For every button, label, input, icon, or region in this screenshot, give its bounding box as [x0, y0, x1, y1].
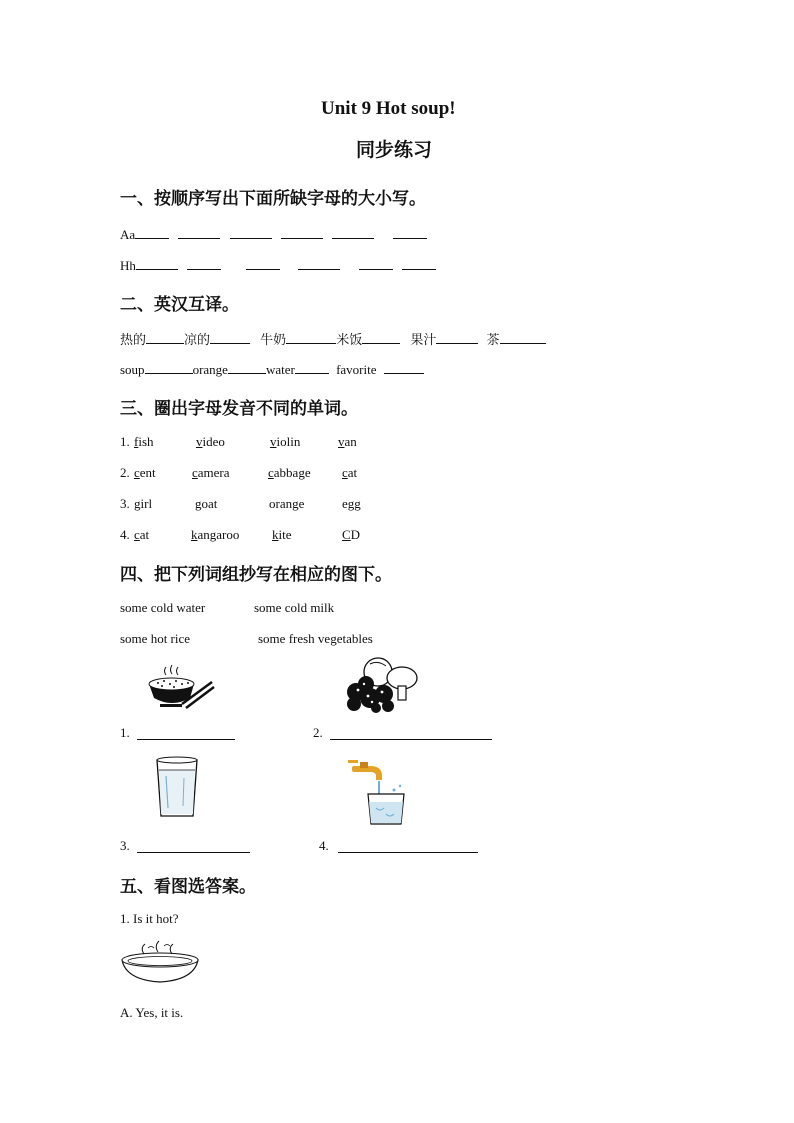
blank[interactable] — [286, 331, 336, 344]
answer-line-4[interactable] — [338, 851, 478, 853]
blank[interactable] — [246, 257, 280, 270]
letters-row-2 — [120, 257, 436, 274]
word-option[interactable] — [272, 527, 292, 543]
item-number: 1. — [120, 434, 130, 449]
word-option[interactable] — [196, 434, 225, 450]
cn-word: 米饭 — [336, 333, 363, 348]
page-title: Unit 9 Hot soup! — [321, 98, 456, 119]
word-option[interactable] — [270, 434, 300, 450]
phrase: some cold water — [120, 600, 206, 615]
cn-word: 果汁 — [410, 333, 437, 348]
item-number: 4. — [120, 527, 130, 542]
underlined-letter: c — [342, 465, 348, 480]
blank[interactable] — [384, 361, 424, 374]
underlined-letter: c — [134, 527, 140, 542]
blank[interactable] — [500, 331, 546, 344]
en-words-row — [120, 361, 424, 378]
word-option[interactable] — [342, 496, 361, 512]
cn-words-row — [120, 329, 546, 348]
word-option[interactable] — [134, 527, 149, 543]
phrase: some hot rice — [120, 631, 191, 646]
word-option[interactable] — [268, 465, 311, 481]
word-rest: abbage — [273, 465, 311, 480]
underlined-letter: k — [272, 527, 279, 542]
underlined-letter: c — [134, 465, 140, 480]
word-option[interactable] — [342, 527, 360, 543]
underlined-letter: f — [134, 434, 139, 449]
word-rest: egg — [342, 496, 361, 511]
word-rest: ent — [139, 465, 156, 480]
word-rest: ite — [278, 527, 292, 542]
blank[interactable] — [362, 331, 400, 344]
word-rest: orange — [269, 496, 305, 511]
word-rest: goat — [195, 496, 218, 511]
blank[interactable] — [230, 226, 272, 239]
blank[interactable] — [146, 331, 184, 344]
item-number: 2. — [120, 465, 130, 480]
page-subtitle: 同步练习 — [356, 139, 433, 161]
option-a[interactable]: A. Yes, it is. — [120, 1005, 184, 1020]
blank[interactable] — [393, 226, 427, 239]
blank[interactable] — [359, 257, 393, 270]
word-option[interactable] — [269, 496, 304, 512]
cn-word: 茶 — [486, 333, 500, 348]
word-rest: an — [344, 434, 357, 449]
section2-heading: 二、英汉互译。 — [120, 295, 239, 315]
vegetables-image — [344, 654, 420, 714]
glass-image — [154, 756, 200, 820]
hot-soup-bowl-image — [118, 936, 202, 986]
rice-bowl-image — [146, 660, 216, 712]
answer-num: 1. — [120, 725, 130, 740]
en-word: soup — [120, 362, 145, 377]
word-rest: iolin — [276, 434, 301, 449]
blank[interactable] — [436, 331, 478, 344]
letters-row-2-start: Hh — [120, 258, 136, 273]
blank[interactable] — [228, 361, 266, 374]
answer-num: 4. — [319, 838, 329, 853]
blank[interactable] — [187, 257, 221, 270]
cn-word: 凉的 — [184, 333, 211, 348]
section5-heading: 五、看图选答案。 — [120, 877, 256, 897]
word-option[interactable] — [192, 465, 230, 481]
word-rest: ish — [138, 434, 154, 449]
blank[interactable] — [298, 257, 340, 270]
word-rest: D — [350, 527, 361, 542]
answer-line-2[interactable] — [330, 738, 492, 740]
word-option[interactable] — [134, 496, 152, 512]
blank[interactable] — [136, 257, 178, 270]
letters-row-1-start: Aa — [120, 227, 136, 242]
underlined-letter: v — [338, 434, 345, 449]
word-option[interactable] — [134, 434, 154, 450]
phrase: some cold milk — [254, 600, 335, 615]
word-rest: ideo — [202, 434, 225, 449]
answer-num: 3. — [120, 838, 130, 853]
item-number: 3. — [120, 496, 130, 511]
word-rest: at — [347, 465, 358, 480]
word-option[interactable] — [342, 465, 357, 481]
blank[interactable] — [178, 226, 220, 239]
underlined-letter: v — [196, 434, 203, 449]
answer-num: 2. — [313, 725, 323, 740]
en-word: water — [265, 362, 295, 377]
underlined-letter: c — [268, 465, 274, 480]
en-word: favorite — [336, 362, 377, 377]
word-option[interactable] — [195, 496, 217, 512]
underlined-letter: k — [191, 527, 198, 542]
cn-word: 热的 — [120, 333, 147, 348]
word-option[interactable] — [191, 527, 239, 543]
answer-line-3[interactable] — [137, 851, 250, 853]
underlined-letter: C — [342, 527, 351, 542]
word-option[interactable] — [134, 465, 156, 481]
question: 1. Is it hot? — [120, 911, 179, 926]
word-rest: angaroo — [197, 527, 240, 542]
blank[interactable] — [281, 226, 323, 239]
underlined-letter: c — [192, 465, 198, 480]
section3-heading: 三、圈出字母发音不同的单词。 — [120, 399, 358, 419]
section1-heading: 一、按顺序写出下面所缺字母的大小写。 — [120, 189, 426, 209]
underlined-letter: v — [270, 434, 277, 449]
tap-water-image — [346, 758, 410, 828]
section4-heading: 四、把下列词组抄写在相应的图下。 — [120, 565, 392, 585]
letters-row-1 — [120, 226, 427, 243]
phrase: some fresh vegetables — [258, 631, 373, 646]
en-word: orange — [192, 362, 228, 377]
word-rest: amera — [197, 465, 230, 480]
cn-word: 牛奶 — [260, 333, 287, 348]
blank[interactable] — [145, 361, 193, 374]
answer-line-1[interactable] — [137, 738, 235, 740]
word-rest: girl — [134, 496, 153, 511]
blank[interactable] — [295, 361, 329, 374]
blank[interactable] — [332, 226, 374, 239]
word-option[interactable] — [338, 434, 357, 450]
blank[interactable] — [135, 226, 169, 239]
blank[interactable] — [402, 257, 436, 270]
word-rest: at — [139, 527, 150, 542]
blank[interactable] — [210, 331, 250, 344]
